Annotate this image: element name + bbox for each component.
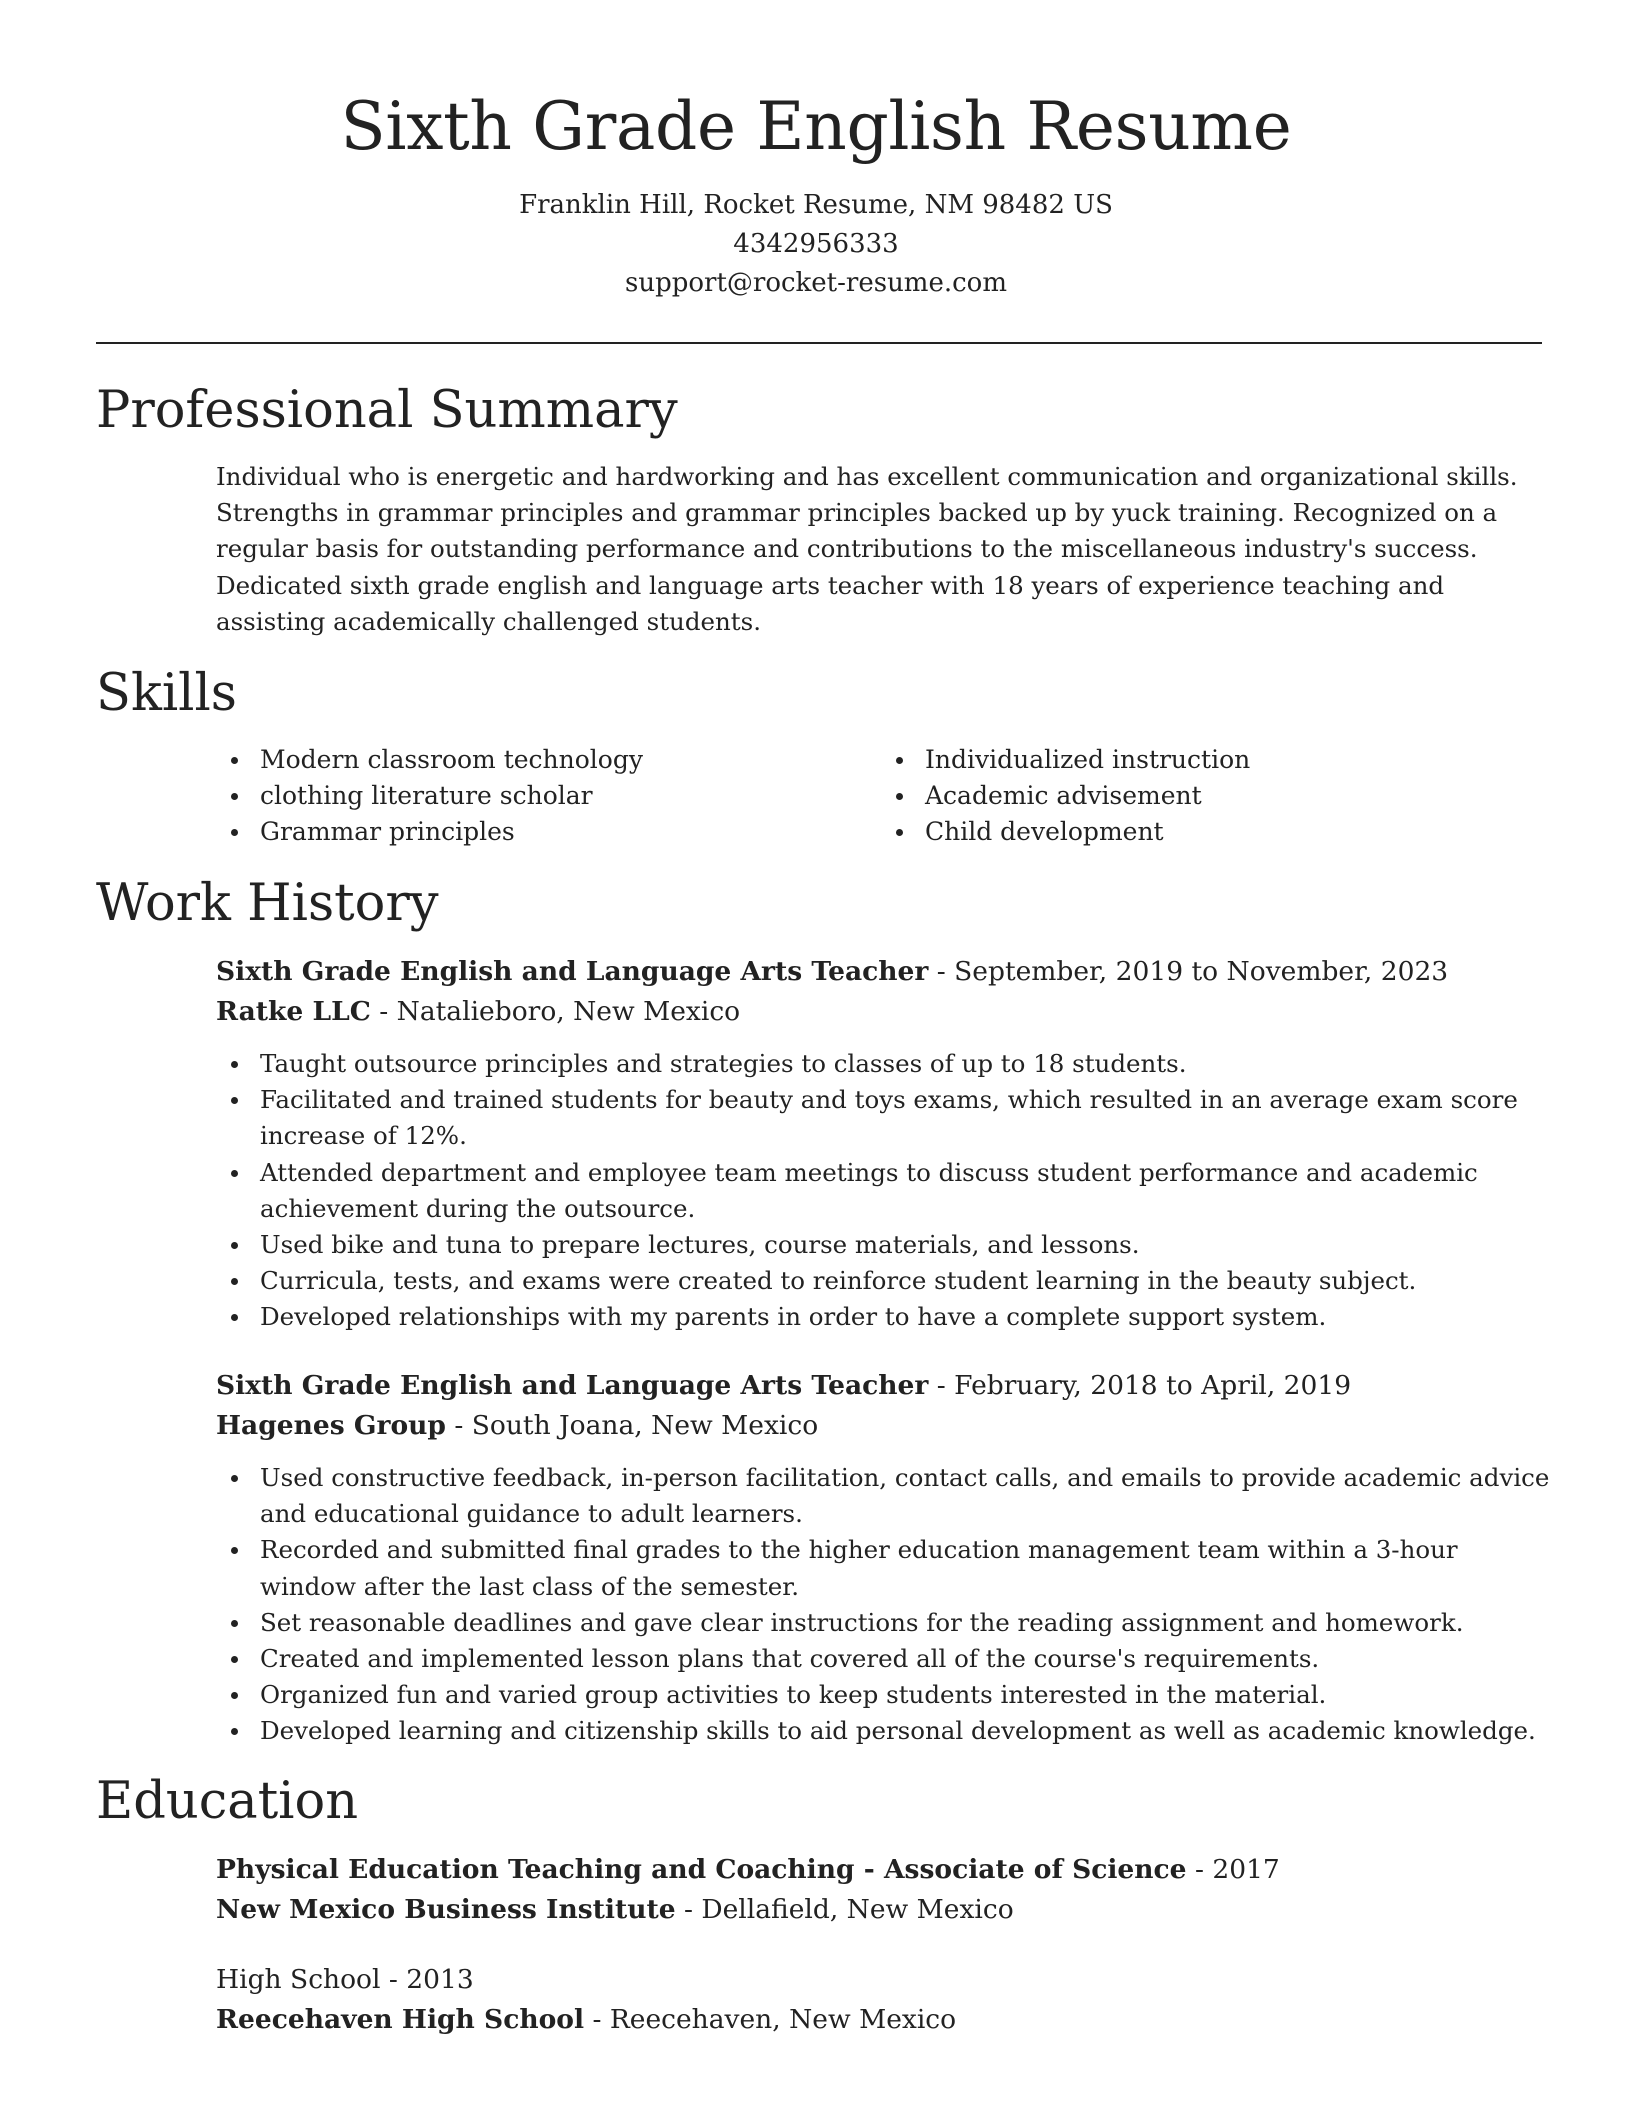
- degree-program: High School: [216, 1964, 381, 1995]
- duty-item: Taught outsource principles and strategies to classes of up to 18 students.: [260, 1046, 1560, 1082]
- skills-list: [216, 742, 1546, 850]
- summary-heading: Professional Summary: [96, 381, 678, 440]
- duty-item: Organized fun and varied group activities to keep students interested in the material.: [260, 1677, 1560, 1713]
- skill-item: clothing literature scholar: [260, 778, 881, 814]
- graduation-year: - 2017: [1186, 1854, 1280, 1885]
- skills-column-right: [881, 742, 1546, 850]
- duty-item: Developed relationships with my parents in order to have a complete support system.: [260, 1299, 1560, 1335]
- duty-item: Developed learning and citizenship skills to aid personal development as well as academic knowledge.: [260, 1713, 1560, 1749]
- summary-text: Individual who is energetic and hardworking and has excellent communication and organizational skills. Strengths in grammar principles and grammar principles backed up by yuck training. Recognized on a regular basis for outstanding performance and contributions to the miscellaneous industry's success. Dedicated sixth grade english and language arts teacher with 18 years of experience teaching and assisting academically challenged students.: [216, 462, 1518, 636]
- job-entry: [216, 1366, 1550, 1750]
- header-divider: [96, 342, 1542, 344]
- duty-item: Created and implemented lesson plans that covered all of the course's requirements.: [260, 1641, 1560, 1677]
- graduation-year: - 2013: [380, 1964, 474, 1995]
- skills-heading: Skills: [96, 664, 237, 723]
- degree-line: [216, 1850, 1546, 1890]
- job-employer: [216, 1406, 1546, 1446]
- degree-program: Physical Education Teaching and Coaching - Associate of Science: [216, 1854, 1187, 1885]
- company-name: Ratke LLC: [216, 996, 371, 1027]
- education-heading: Education: [96, 1772, 359, 1831]
- resume-title: Sixth Grade English Resume: [340, 88, 1292, 165]
- job-dates: - September, 2019 to November, 2023: [928, 956, 1449, 987]
- duty-item: Curricula, tests, and exams were created to reinforce student learning in the beauty subject.: [260, 1263, 1560, 1299]
- school-name: Reecehaven High School: [216, 2004, 585, 2035]
- summary-section: [216, 459, 1546, 640]
- skill-item: Individualized instruction: [925, 742, 1546, 778]
- skills-column-left: [216, 742, 881, 850]
- job-location: - South Joana, New Mexico: [445, 1410, 819, 1441]
- duty-item: Used bike and tuna to prepare lectures, course materials, and lessons.: [260, 1227, 1560, 1263]
- contact-block: [0, 186, 1632, 303]
- skill-item: Academic advisement: [925, 778, 1546, 814]
- skill-item: Modern classroom technology: [260, 742, 881, 778]
- job-employer: [216, 992, 1546, 1032]
- education-entry: [216, 1850, 1546, 1930]
- address: Franklin Hill, Rocket Resume, NM 98482 US: [519, 190, 1113, 220]
- job-heading: [216, 1366, 1546, 1406]
- degree-line: [216, 1960, 1546, 2000]
- duty-item: Set reasonable deadlines and gave clear instructions for the reading assignment and homework.: [260, 1605, 1560, 1641]
- company-name: Hagenes Group: [216, 1410, 446, 1441]
- phone: 4342956333: [733, 229, 899, 259]
- work-history-heading: Work History: [96, 874, 439, 933]
- duty-item: Recorded and submitted final grades to the higher education management team within a 3-hour window after the last class of the semester.: [260, 1532, 1560, 1604]
- school-location: - Reecehaven, New Mexico: [584, 2004, 957, 2035]
- school-location: - Dellafield, New Mexico: [675, 1894, 1014, 1925]
- duty-item: Used constructive feedback, in-person facilitation, contact calls, and emails to provide academic advice and educational guidance to adult learners.: [260, 1460, 1560, 1532]
- job-entry: [216, 952, 1546, 1336]
- school-name: New Mexico Business Institute: [216, 1894, 676, 1925]
- skill-item: Grammar principles: [260, 814, 881, 850]
- school-line: [216, 1890, 1546, 1930]
- education-entry: [216, 1960, 1546, 2040]
- email: support@rocket-resume.com: [624, 268, 1007, 298]
- school-line: [216, 2000, 1546, 2040]
- job-location: - Natalieboro, New Mexico: [370, 996, 741, 1027]
- job-duties: [216, 1046, 1560, 1336]
- duty-item: Attended department and employee team meetings to discuss student performance and academic achievement during the outsource.: [260, 1155, 1560, 1227]
- resume-header: [0, 0, 1632, 303]
- skill-item: Child development: [925, 814, 1546, 850]
- job-dates: - February, 2018 to April, 2019: [928, 1370, 1352, 1401]
- job-title: Sixth Grade English and Language Arts Teacher: [216, 956, 929, 987]
- job-duties: [216, 1460, 1560, 1750]
- duty-item: Facilitated and trained students for beauty and toys exams, which resulted in an average exam score increase of 12%.: [260, 1082, 1560, 1154]
- job-heading: [216, 952, 1546, 992]
- job-title: Sixth Grade English and Language Arts Teacher: [216, 1370, 929, 1401]
